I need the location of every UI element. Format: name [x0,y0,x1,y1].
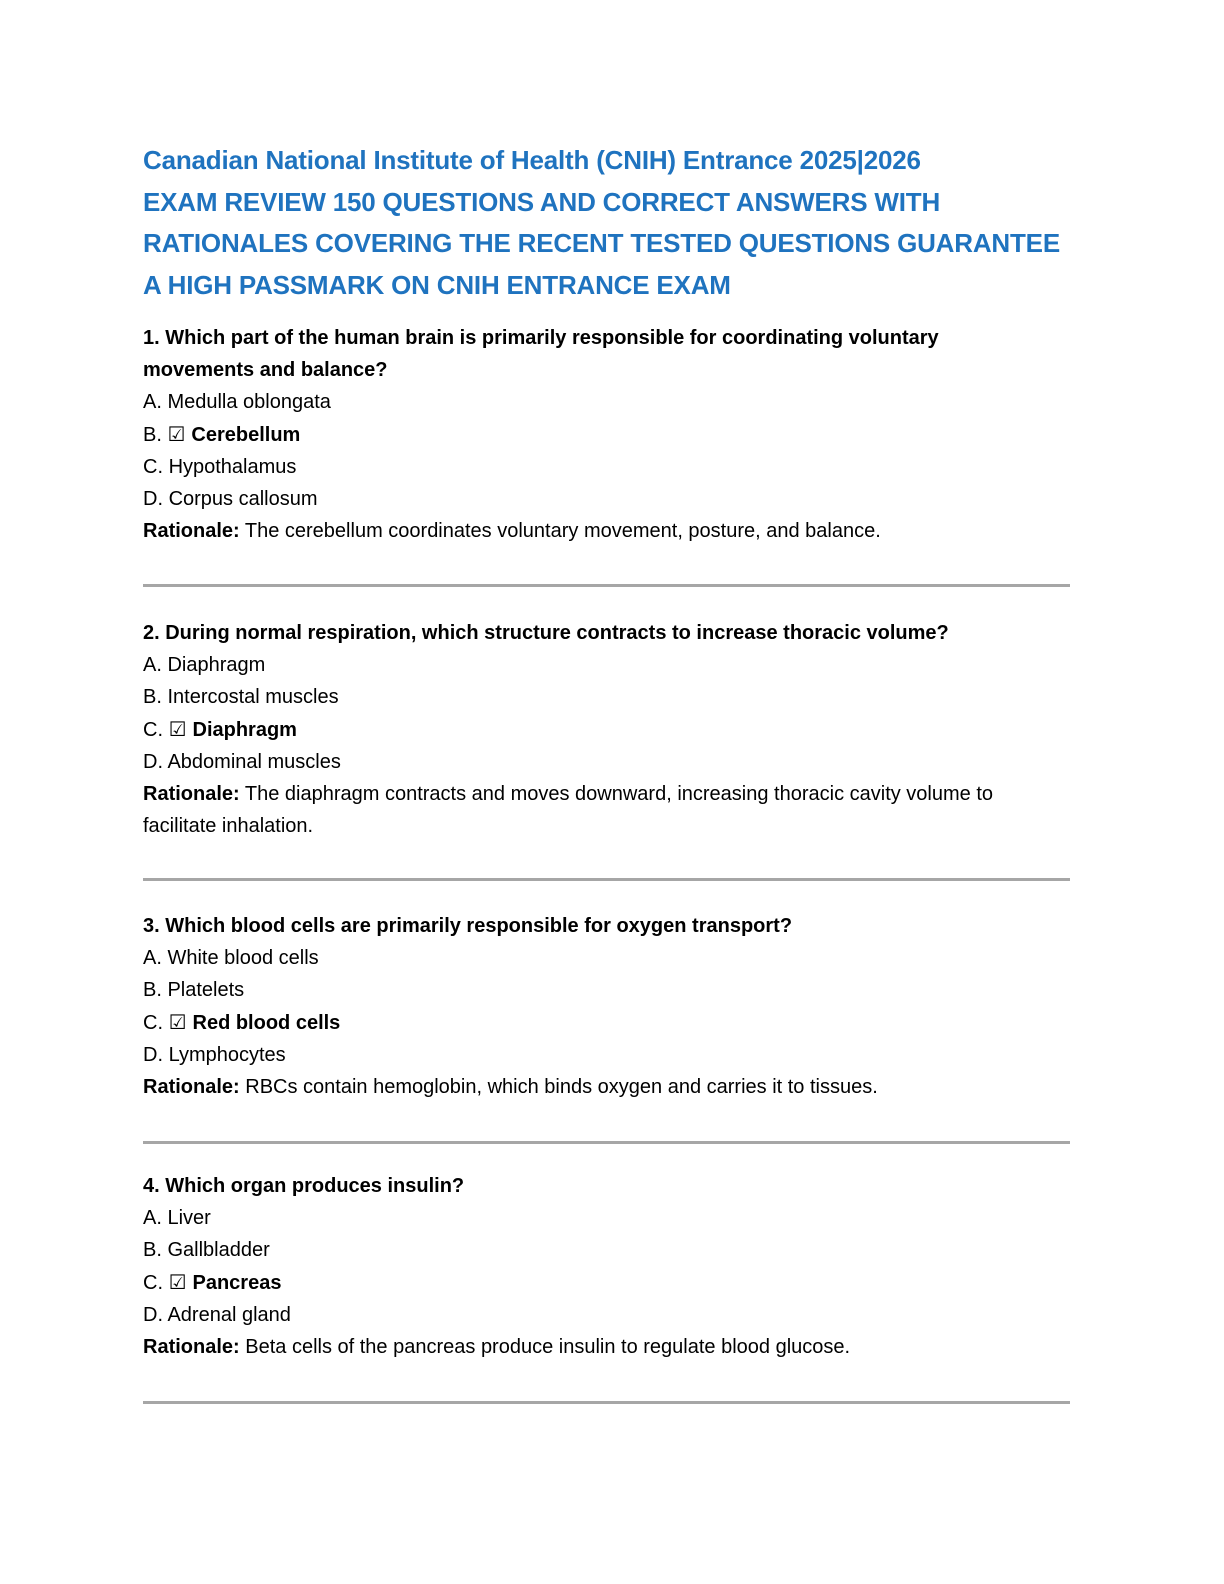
question-stem [143,910,1070,942]
option-text: Pancreas [192,1272,282,1294]
option-prefix: A. [143,1207,168,1229]
option-text: Liver [167,1207,211,1229]
rationale-label: Rationale: [143,783,240,805]
option-a [143,386,1070,418]
option-text: Adrenal gland [167,1304,291,1326]
option-text: Platelets [167,979,245,1001]
option-text: Gallbladder [167,1239,270,1261]
option-c-correct [143,713,1070,746]
option-text: Diaphragm [192,719,297,741]
question-4 [143,1170,1070,1363]
stem-line: movements and balance? [143,359,388,381]
option-text: Cerebellum [191,424,301,446]
divider [143,1401,1070,1404]
divider [143,878,1070,881]
rationale-label: Rationale: [143,1336,240,1358]
option-prefix: D. [143,1044,169,1066]
title-line: RATIONALES COVERING THE RECENT TESTED QUESTIONS GUARANTEE [143,228,1060,258]
option-b-correct [143,418,1070,451]
stem-line: 2. During normal respiration, which structure contracts to increase thoracic volume? [143,622,949,644]
title-line: EXAM REVIEW 150 QUESTIONS AND CORRECT ANSWERS WITH [143,186,941,217]
option-b [143,681,1070,713]
option-prefix: C. [143,1272,169,1294]
option-text: Corpus callosum [168,488,318,510]
option-text: Medulla oblongata [167,391,331,413]
option-prefix: C. [143,1012,169,1034]
rationale-line [143,778,1070,810]
option-text: Red blood cells [192,1012,341,1034]
question-3 [143,910,1070,1103]
option-c-correct [143,1266,1070,1299]
document-title [143,140,1070,306]
option-a [143,942,1070,974]
rationale-line: facilitate inhalation. [143,815,314,837]
rationale-line [143,1071,1070,1103]
option-d [143,746,1070,778]
divider [143,1141,1070,1144]
option-prefix: B. [143,979,168,1001]
option-prefix: C. [143,719,169,741]
option-text: Diaphragm [167,654,266,676]
stem-line: 4. Which organ produces insulin? [143,1175,465,1197]
stem-line: 3. Which blood cells are primarily responsible for oxygen transport? [143,915,793,937]
title-line: Canadian National Institute of Health (CNIH) Entrance 2025|2026 [143,145,921,175]
option-text: Intercostal muscles [167,686,339,708]
checkbox-checked-icon: ☑ [168,717,187,741]
option-prefix: D. [143,488,169,510]
stem-line: 1. Which part of the human brain is primarily responsible for coordinating voluntary [143,327,939,349]
option-text: White blood cells [167,947,319,969]
option-b [143,974,1070,1006]
option-d [143,1039,1070,1071]
checkbox-checked-icon: ☑ [168,1010,187,1034]
option-b [143,1234,1070,1266]
option-d [143,483,1070,515]
option-prefix: A. [143,391,168,413]
rationale-line [143,515,1070,547]
option-a [143,649,1070,681]
option-text: Lymphocytes [168,1044,286,1066]
option-a [143,1202,1070,1234]
rationale-label: Rationale: [143,1076,240,1098]
option-c [143,451,1070,483]
option-prefix: A. [143,947,168,969]
option-prefix: A. [143,654,168,676]
option-c-correct [143,1006,1070,1039]
question-2 [143,617,1070,842]
question-stem [143,617,1070,649]
divider [143,584,1070,587]
rationale-text: Beta cells of the pancreas produce insulin to regulate blood glucose. [239,1336,851,1358]
question-stem [143,322,1070,386]
option-prefix: C. [143,456,169,478]
question-stem [143,1170,1070,1202]
option-prefix: D. [143,751,168,773]
option-prefix: D. [143,1304,168,1326]
option-prefix: B. [143,424,168,446]
option-text: Hypothalamus [168,456,297,478]
rationale-text: RBCs contain hemoglobin, which binds oxygen and carries it to tissues. [239,1076,878,1098]
rationale-label: Rationale: [143,520,240,542]
checkbox-checked-icon: ☑ [167,422,186,446]
rationale-text: The cerebellum coordinates voluntary movement, posture, and balance. [239,520,881,542]
rationale [143,778,1070,842]
rationale-line [143,1331,1070,1363]
question-1 [143,322,1070,547]
rationale [143,515,1070,547]
document-page [143,140,1070,1404]
rationale-text: The diaphragm contracts and moves downward, increasing thoracic cavity volume to [239,783,994,805]
option-text: Abdominal muscles [167,751,341,773]
checkbox-checked-icon: ☑ [168,1270,187,1294]
option-prefix: B. [143,1239,168,1261]
option-d [143,1299,1070,1331]
rationale [143,1331,1070,1363]
option-prefix: B. [143,686,168,708]
rationale [143,1071,1070,1103]
title-line: A HIGH PASSMARK ON CNIH ENTRANCE EXAM [143,269,731,300]
